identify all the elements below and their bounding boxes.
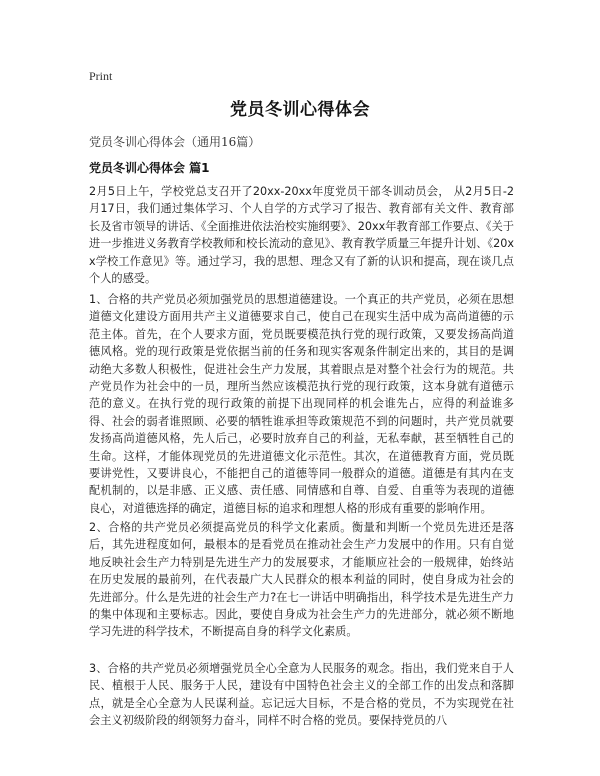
section-heading: 党员冬训心得体会 篇1: [89, 161, 210, 175]
paragraph-intro: 2月5日上午，学校党总支召开了20xx-20xx年度党员干部冬训动员会， 从2月5日-2月17日，我们通过集体学习、个人自学的方式学习了报告、教育部有关文件、教育部长及省市领导的讲话、《全面推进依法治校实施纲要》、20xx年教育部工作要点、《关于进一步推进义务教育学校教师和校长流动的意见》、教育教学质量三年提升计划、《20xx学校工作意见》等。通过学习，我的思想、理念又有了新的认识和提高，现在谈几点个人的感受。: [89, 185, 514, 286]
paragraph-point-1: 1、合格的共产党员必须加强党员的思想道德建设。一个真正的共产党员，必须在思想道德文化建设方面用共产主义道德要求自己，使自己在现实生活中成为高尚道德的示范主体。首先，在个人要求方面，党员既要模范执行党的现行政策，又要发扬高尚道德风格。党的现行政策是党依据当前的任务和现实客观条件制定出来的，其目的是调动绝大多数人积极性，促进社会生产力发展，其着眼点是对整个社会行为的规范。共产党员作为社会中的一员，理所当然应该模范执行党的现行政策，这本身就有道德示范的意义。在执行党的现行政策的前提下出现同样的机会谁先占，应得的利益谁多得、社会的弱者谁照顾、必要的牺牲谁承担等政策规范不到的问题时，共产党员就要发扬高尚道德风格，先人后己，必要时放弃自己的利益，无私奉献，甚至牺牲自己的生命。这样，才能体现党员的先进道德文化示范性。其次，在道德教育方面，党员既要讲党性，又要讲良心，不能把自己的道德等同一般群众的道德。道德是有其内在支配机制的，以是非感、正义感、责任感、同情感和自尊、自爱、自重等为表现的道德良心，对道德选择的确定，道德目标的追求和理想人格的形成有重要的影响作用。: [89, 293, 514, 515]
paragraph-point-2: 2、合格的共产党员必须提高党员的科学文化素质。衡量和判断一个党员先进还是落后，其先进程度如何，最根本的是看党员在推动社会生产力发展中的作用。只有自觉地反映社会生产力特别是先进生产力的发展要求，才能顺应社会的一般规律，始终站在历史发展的最前列，在代表最广大人民群众的根本利益的同时，使自身成为社会的先进部分。什么是先进的社会生产力?在七一讲话中明确指出，科学技术是先进生产力的集中体现和主要标志。因此，要使自身成为社会生产力的先进部分，就必须不断地学习先进的科学技术，不断提高自身的科学文化素质。: [89, 521, 514, 639]
document-subtitle: 党员冬训心得体会（通用16篇）: [89, 135, 261, 149]
document-title: 党员冬训心得体会: [230, 100, 370, 120]
print-link[interactable]: Print: [89, 69, 113, 83]
paragraph-point-3: 3、合格的共产党员必须增强党员全心全意为人民服务的观念。指出，我们党来自于人民、植根于人民、服务于人民，建设有中国特色社会主义的全部工作的出发点和落脚点，就是全心全意为人民谋利益。忘记远大目标，不是合格的党员，不为实现党在社会主义初级阶段的纲领努力奋斗，同样不时合格的党员。要保持党员的八: [89, 662, 514, 728]
